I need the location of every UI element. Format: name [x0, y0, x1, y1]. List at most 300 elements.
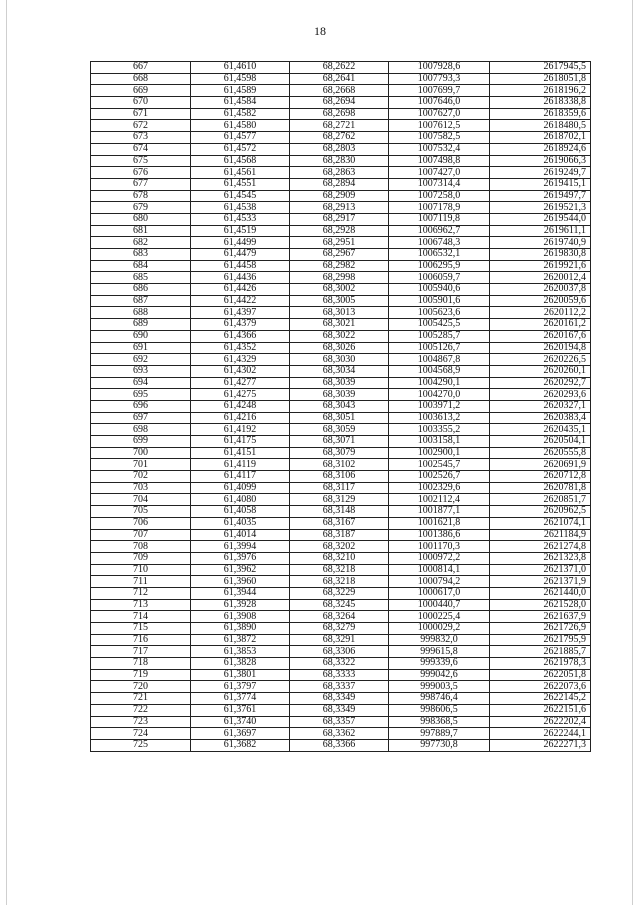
- y-coordinate-cell: 2620781,8: [490, 482, 591, 494]
- longitude-cell: 68,3102: [290, 459, 389, 471]
- x-coordinate-cell: 1000225,4: [389, 611, 490, 623]
- latitude-cell: 61,4519: [191, 225, 290, 237]
- x-coordinate-cell: 999832,0: [389, 634, 490, 646]
- latitude-cell: 61,4582: [191, 108, 290, 120]
- x-coordinate-cell: 1006295,9: [389, 260, 490, 272]
- latitude-cell: 61,4545: [191, 190, 290, 202]
- latitude-cell: 61,3960: [191, 576, 290, 588]
- x-coordinate-cell: 1002112,4: [389, 494, 490, 506]
- table-row: [91, 716, 591, 728]
- point-number-cell: 694: [91, 377, 191, 389]
- table-row: [91, 728, 591, 740]
- longitude-cell: 68,3187: [290, 529, 389, 541]
- y-coordinate-cell: 2621795,9: [490, 634, 591, 646]
- y-coordinate-cell: 2620292,7: [490, 377, 591, 389]
- longitude-cell: 68,3322: [290, 658, 389, 670]
- table-row: [91, 319, 591, 331]
- table-row: [91, 178, 591, 190]
- latitude-cell: 61,4192: [191, 424, 290, 436]
- x-coordinate-cell: 1007646,0: [389, 97, 490, 109]
- point-number-cell: 686: [91, 284, 191, 296]
- longitude-cell: 68,3051: [290, 412, 389, 424]
- x-coordinate-cell: 1001621,8: [389, 517, 490, 529]
- point-number-cell: 679: [91, 202, 191, 214]
- table-row: [91, 272, 591, 284]
- y-coordinate-cell: 2620037,8: [490, 284, 591, 296]
- x-coordinate-cell: 1007627,0: [389, 108, 490, 120]
- longitude-cell: 68,3030: [290, 354, 389, 366]
- longitude-cell: 68,2967: [290, 249, 389, 261]
- y-coordinate-cell: 2619740,9: [490, 237, 591, 249]
- point-number-cell: 673: [91, 132, 191, 144]
- point-number-cell: 719: [91, 669, 191, 681]
- table-row: [91, 295, 591, 307]
- y-coordinate-cell: 2621323,8: [490, 552, 591, 564]
- table-row: [91, 669, 591, 681]
- y-coordinate-cell: 2621978,3: [490, 658, 591, 670]
- longitude-cell: 68,3245: [290, 599, 389, 611]
- longitude-cell: 68,2863: [290, 167, 389, 179]
- x-coordinate-cell: 1002545,7: [389, 459, 490, 471]
- longitude-cell: 68,3202: [290, 541, 389, 553]
- latitude-cell: 61,4551: [191, 178, 290, 190]
- longitude-cell: 68,2998: [290, 272, 389, 284]
- latitude-cell: 61,4458: [191, 260, 290, 272]
- latitude-cell: 61,4216: [191, 412, 290, 424]
- x-coordinate-cell: 1004270,0: [389, 389, 490, 401]
- y-coordinate-cell: 2620194,8: [490, 342, 591, 354]
- x-coordinate-cell: 998368,5: [389, 716, 490, 728]
- longitude-cell: 68,3279: [290, 623, 389, 635]
- longitude-cell: 68,3337: [290, 681, 389, 693]
- table-row: [91, 658, 591, 670]
- y-coordinate-cell: 2619497,7: [490, 190, 591, 202]
- latitude-cell: 61,3908: [191, 611, 290, 623]
- point-number-cell: 692: [91, 354, 191, 366]
- longitude-cell: 68,2917: [290, 213, 389, 225]
- y-coordinate-cell: 2619249,7: [490, 167, 591, 179]
- longitude-cell: 68,3291: [290, 634, 389, 646]
- y-coordinate-cell: 2618359,6: [490, 108, 591, 120]
- table-row: [91, 108, 591, 120]
- table-row: [91, 284, 591, 296]
- longitude-cell: 68,3021: [290, 319, 389, 331]
- x-coordinate-cell: 998746,4: [389, 693, 490, 705]
- table-row: [91, 424, 591, 436]
- table-row: [91, 576, 591, 588]
- longitude-cell: 68,3306: [290, 646, 389, 658]
- x-coordinate-cell: 1000617,0: [389, 587, 490, 599]
- x-coordinate-cell: 1005901,6: [389, 295, 490, 307]
- table-row: [91, 97, 591, 109]
- table-row: [91, 693, 591, 705]
- longitude-cell: 68,2913: [290, 202, 389, 214]
- latitude-cell: 61,4426: [191, 284, 290, 296]
- latitude-cell: 61,3962: [191, 564, 290, 576]
- longitude-cell: 68,3034: [290, 365, 389, 377]
- point-number-cell: 669: [91, 85, 191, 97]
- longitude-cell: 68,2951: [290, 237, 389, 249]
- longitude-cell: 68,3071: [290, 436, 389, 448]
- x-coordinate-cell: 998606,5: [389, 704, 490, 716]
- longitude-cell: 68,2762: [290, 132, 389, 144]
- x-coordinate-cell: 1003158,1: [389, 436, 490, 448]
- x-coordinate-cell: 1001877,1: [389, 506, 490, 518]
- point-number-cell: 709: [91, 552, 191, 564]
- latitude-cell: 61,4014: [191, 529, 290, 541]
- table-row: [91, 599, 591, 611]
- latitude-cell: 61,4479: [191, 249, 290, 261]
- table-row: [91, 202, 591, 214]
- table-row: [91, 564, 591, 576]
- table-row: [91, 623, 591, 635]
- longitude-cell: 68,3349: [290, 704, 389, 716]
- x-coordinate-cell: 1007119,8: [389, 213, 490, 225]
- point-number-cell: 683: [91, 249, 191, 261]
- point-number-cell: 684: [91, 260, 191, 272]
- table-row: [91, 587, 591, 599]
- y-coordinate-cell: 2618924,6: [490, 143, 591, 155]
- x-coordinate-cell: 1003971,2: [389, 400, 490, 412]
- y-coordinate-cell: 2620435,1: [490, 424, 591, 436]
- latitude-cell: 61,4058: [191, 506, 290, 518]
- y-coordinate-cell: 2622051,8: [490, 669, 591, 681]
- y-coordinate-cell: 2621637,9: [490, 611, 591, 623]
- latitude-cell: 61,4397: [191, 307, 290, 319]
- coordinates-table-body: [91, 62, 591, 752]
- latitude-cell: 61,3853: [191, 646, 290, 658]
- latitude-cell: 61,3801: [191, 669, 290, 681]
- point-number-cell: 703: [91, 482, 191, 494]
- longitude-cell: 68,3106: [290, 471, 389, 483]
- y-coordinate-cell: 2620112,2: [490, 307, 591, 319]
- point-number-cell: 706: [91, 517, 191, 529]
- x-coordinate-cell: 1007258,0: [389, 190, 490, 202]
- x-coordinate-cell: 1000029,2: [389, 623, 490, 635]
- coordinates-table: [90, 61, 591, 752]
- y-coordinate-cell: 2621440,0: [490, 587, 591, 599]
- longitude-cell: 68,2641: [290, 73, 389, 85]
- y-coordinate-cell: 2620161,2: [490, 319, 591, 331]
- latitude-cell: 61,4248: [191, 400, 290, 412]
- longitude-cell: 68,2721: [290, 120, 389, 132]
- x-coordinate-cell: 1007582,5: [389, 132, 490, 144]
- y-coordinate-cell: 2617945,5: [490, 62, 591, 74]
- y-coordinate-cell: 2618480,5: [490, 120, 591, 132]
- y-coordinate-cell: 2621371,9: [490, 576, 591, 588]
- y-coordinate-cell: 2620260,1: [490, 365, 591, 377]
- x-coordinate-cell: 1002900,1: [389, 447, 490, 459]
- table-row: [91, 225, 591, 237]
- y-coordinate-cell: 2619544,0: [490, 213, 591, 225]
- point-number-cell: 718: [91, 658, 191, 670]
- x-coordinate-cell: 1004568,9: [389, 365, 490, 377]
- y-coordinate-cell: 2622202,4: [490, 716, 591, 728]
- point-number-cell: 723: [91, 716, 191, 728]
- latitude-cell: 61,4099: [191, 482, 290, 494]
- latitude-cell: 61,4580: [191, 120, 290, 132]
- table-row: [91, 143, 591, 155]
- table-row: [91, 307, 591, 319]
- y-coordinate-cell: 2619415,1: [490, 178, 591, 190]
- latitude-cell: 61,4589: [191, 85, 290, 97]
- point-number-cell: 680: [91, 213, 191, 225]
- longitude-cell: 68,3043: [290, 400, 389, 412]
- table-row: [91, 62, 591, 74]
- table-row: [91, 517, 591, 529]
- latitude-cell: 61,3797: [191, 681, 290, 693]
- point-number-cell: 720: [91, 681, 191, 693]
- longitude-cell: 68,3059: [290, 424, 389, 436]
- latitude-cell: 61,3828: [191, 658, 290, 670]
- x-coordinate-cell: 999615,8: [389, 646, 490, 658]
- y-coordinate-cell: 2620167,6: [490, 330, 591, 342]
- x-coordinate-cell: 1005940,6: [389, 284, 490, 296]
- point-number-cell: 724: [91, 728, 191, 740]
- y-coordinate-cell: 2620383,4: [490, 412, 591, 424]
- latitude-cell: 61,4302: [191, 365, 290, 377]
- latitude-cell: 61,4151: [191, 447, 290, 459]
- table-row: [91, 400, 591, 412]
- longitude-cell: 68,2698: [290, 108, 389, 120]
- y-coordinate-cell: 2620012,4: [490, 272, 591, 284]
- x-coordinate-cell: 999003,5: [389, 681, 490, 693]
- point-number-cell: 721: [91, 693, 191, 705]
- point-number-cell: 689: [91, 319, 191, 331]
- latitude-cell: 61,4352: [191, 342, 290, 354]
- point-number-cell: 695: [91, 389, 191, 401]
- table-row: [91, 412, 591, 424]
- latitude-cell: 61,3682: [191, 739, 290, 751]
- y-coordinate-cell: 2621371,0: [490, 564, 591, 576]
- table-row: [91, 646, 591, 658]
- point-number-cell: 708: [91, 541, 191, 553]
- latitude-cell: 61,4584: [191, 97, 290, 109]
- latitude-cell: 61,4329: [191, 354, 290, 366]
- latitude-cell: 61,4366: [191, 330, 290, 342]
- latitude-cell: 61,3890: [191, 623, 290, 635]
- point-number-cell: 702: [91, 471, 191, 483]
- longitude-cell: 68,3002: [290, 284, 389, 296]
- y-coordinate-cell: 2621074,1: [490, 517, 591, 529]
- point-number-cell: 700: [91, 447, 191, 459]
- x-coordinate-cell: 1002526,7: [389, 471, 490, 483]
- longitude-cell: 68,3362: [290, 728, 389, 740]
- x-coordinate-cell: 1001386,6: [389, 529, 490, 541]
- latitude-cell: 61,3761: [191, 704, 290, 716]
- x-coordinate-cell: 1007928,6: [389, 62, 490, 74]
- point-number-cell: 677: [91, 178, 191, 190]
- y-coordinate-cell: 2620504,1: [490, 436, 591, 448]
- longitude-cell: 68,3129: [290, 494, 389, 506]
- x-coordinate-cell: 1007612,5: [389, 120, 490, 132]
- latitude-cell: 61,4117: [191, 471, 290, 483]
- x-coordinate-cell: 1003355,2: [389, 424, 490, 436]
- longitude-cell: 68,3039: [290, 377, 389, 389]
- table-row: [91, 365, 591, 377]
- x-coordinate-cell: 1006748,3: [389, 237, 490, 249]
- latitude-cell: 61,3944: [191, 587, 290, 599]
- table-row: [91, 541, 591, 553]
- longitude-cell: 68,2668: [290, 85, 389, 97]
- longitude-cell: 68,3229: [290, 587, 389, 599]
- latitude-cell: 61,4379: [191, 319, 290, 331]
- point-number-cell: 697: [91, 412, 191, 424]
- x-coordinate-cell: 1002329,6: [389, 482, 490, 494]
- point-number-cell: 691: [91, 342, 191, 354]
- latitude-cell: 61,3994: [191, 541, 290, 553]
- table-row: [91, 506, 591, 518]
- y-coordinate-cell: 2618702,1: [490, 132, 591, 144]
- x-coordinate-cell: 1006962,7: [389, 225, 490, 237]
- point-number-cell: 712: [91, 587, 191, 599]
- x-coordinate-cell: 1007793,3: [389, 73, 490, 85]
- latitude-cell: 61,3774: [191, 693, 290, 705]
- point-number-cell: 685: [91, 272, 191, 284]
- latitude-cell: 61,4119: [191, 459, 290, 471]
- page-number: 18: [314, 24, 326, 38]
- table-row: [91, 213, 591, 225]
- point-number-cell: 725: [91, 739, 191, 751]
- x-coordinate-cell: 1005126,7: [389, 342, 490, 354]
- longitude-cell: 68,3366: [290, 739, 389, 751]
- x-coordinate-cell: 1001170,3: [389, 541, 490, 553]
- longitude-cell: 68,2622: [290, 62, 389, 74]
- longitude-cell: 68,3264: [290, 611, 389, 623]
- longitude-cell: 68,3013: [290, 307, 389, 319]
- y-coordinate-cell: 2620555,8: [490, 447, 591, 459]
- table-row: [91, 73, 591, 85]
- y-coordinate-cell: 2620059,6: [490, 295, 591, 307]
- latitude-cell: 61,3976: [191, 552, 290, 564]
- table-row: [91, 155, 591, 167]
- y-coordinate-cell: 2619921,6: [490, 260, 591, 272]
- latitude-cell: 61,4561: [191, 167, 290, 179]
- latitude-cell: 61,3928: [191, 599, 290, 611]
- point-number-cell: 716: [91, 634, 191, 646]
- latitude-cell: 61,4499: [191, 237, 290, 249]
- table-row: [91, 634, 591, 646]
- longitude-cell: 68,2694: [290, 97, 389, 109]
- point-number-cell: 699: [91, 436, 191, 448]
- latitude-cell: 61,4436: [191, 272, 290, 284]
- point-number-cell: 688: [91, 307, 191, 319]
- x-coordinate-cell: 1006059,7: [389, 272, 490, 284]
- y-coordinate-cell: 2621885,7: [490, 646, 591, 658]
- x-coordinate-cell: 1003613,2: [389, 412, 490, 424]
- x-coordinate-cell: 1007498,8: [389, 155, 490, 167]
- x-coordinate-cell: 1004290,1: [389, 377, 490, 389]
- table-row: [91, 459, 591, 471]
- latitude-cell: 61,4572: [191, 143, 290, 155]
- longitude-cell: 68,3039: [290, 389, 389, 401]
- latitude-cell: 61,4538: [191, 202, 290, 214]
- x-coordinate-cell: 1000972,2: [389, 552, 490, 564]
- y-coordinate-cell: 2618196,2: [490, 85, 591, 97]
- y-coordinate-cell: 2621528,0: [490, 599, 591, 611]
- table-row: [91, 704, 591, 716]
- latitude-cell: 61,4175: [191, 436, 290, 448]
- point-number-cell: 710: [91, 564, 191, 576]
- y-coordinate-cell: 2620962,5: [490, 506, 591, 518]
- point-number-cell: 681: [91, 225, 191, 237]
- point-number-cell: 668: [91, 73, 191, 85]
- latitude-cell: 61,4568: [191, 155, 290, 167]
- y-coordinate-cell: 2619830,8: [490, 249, 591, 261]
- x-coordinate-cell: 997730,8: [389, 739, 490, 751]
- longitude-cell: 68,3218: [290, 564, 389, 576]
- y-coordinate-cell: 2620691,9: [490, 459, 591, 471]
- longitude-cell: 68,3333: [290, 669, 389, 681]
- latitude-cell: 61,4035: [191, 517, 290, 529]
- latitude-cell: 61,3740: [191, 716, 290, 728]
- point-number-cell: 670: [91, 97, 191, 109]
- point-number-cell: 701: [91, 459, 191, 471]
- y-coordinate-cell: 2620226,5: [490, 354, 591, 366]
- y-coordinate-cell: 2620293,6: [490, 389, 591, 401]
- y-coordinate-cell: 2618051,8: [490, 73, 591, 85]
- table-row: [91, 471, 591, 483]
- point-number-cell: 672: [91, 120, 191, 132]
- table-row: [91, 739, 591, 751]
- y-coordinate-cell: 2622145,2: [490, 693, 591, 705]
- longitude-cell: 68,2803: [290, 143, 389, 155]
- longitude-cell: 68,2928: [290, 225, 389, 237]
- longitude-cell: 68,3210: [290, 552, 389, 564]
- y-coordinate-cell: 2621184,9: [490, 529, 591, 541]
- table-row: [91, 132, 591, 144]
- point-number-cell: 678: [91, 190, 191, 202]
- x-coordinate-cell: 999339,6: [389, 658, 490, 670]
- table-row: [91, 377, 591, 389]
- latitude-cell: 61,4598: [191, 73, 290, 85]
- table-row: [91, 120, 591, 132]
- table-row: [91, 342, 591, 354]
- longitude-cell: 68,3117: [290, 482, 389, 494]
- longitude-cell: 68,2982: [290, 260, 389, 272]
- longitude-cell: 68,3218: [290, 576, 389, 588]
- longitude-cell: 68,3349: [290, 693, 389, 705]
- x-coordinate-cell: 1007427,0: [389, 167, 490, 179]
- table-row: [91, 447, 591, 459]
- point-number-cell: 696: [91, 400, 191, 412]
- latitude-cell: 61,4577: [191, 132, 290, 144]
- latitude-cell: 61,4080: [191, 494, 290, 506]
- left-scan-edge: [6, 0, 7, 905]
- x-coordinate-cell: 1007699,7: [389, 85, 490, 97]
- longitude-cell: 68,2830: [290, 155, 389, 167]
- point-number-cell: 674: [91, 143, 191, 155]
- point-number-cell: 675: [91, 155, 191, 167]
- x-coordinate-cell: 1005285,7: [389, 330, 490, 342]
- x-coordinate-cell: 997889,7: [389, 728, 490, 740]
- table-row: [91, 494, 591, 506]
- point-number-cell: 707: [91, 529, 191, 541]
- table-row: [91, 436, 591, 448]
- table-row: [91, 389, 591, 401]
- y-coordinate-cell: 2619066,3: [490, 155, 591, 167]
- table-row: [91, 330, 591, 342]
- point-number-cell: 714: [91, 611, 191, 623]
- y-coordinate-cell: 2622244,1: [490, 728, 591, 740]
- latitude-cell: 61,4533: [191, 213, 290, 225]
- table-row: [91, 260, 591, 272]
- y-coordinate-cell: 2621726,9: [490, 623, 591, 635]
- x-coordinate-cell: 999042,6: [389, 669, 490, 681]
- x-coordinate-cell: 1000814,1: [389, 564, 490, 576]
- point-number-cell: 682: [91, 237, 191, 249]
- y-coordinate-cell: 2620851,7: [490, 494, 591, 506]
